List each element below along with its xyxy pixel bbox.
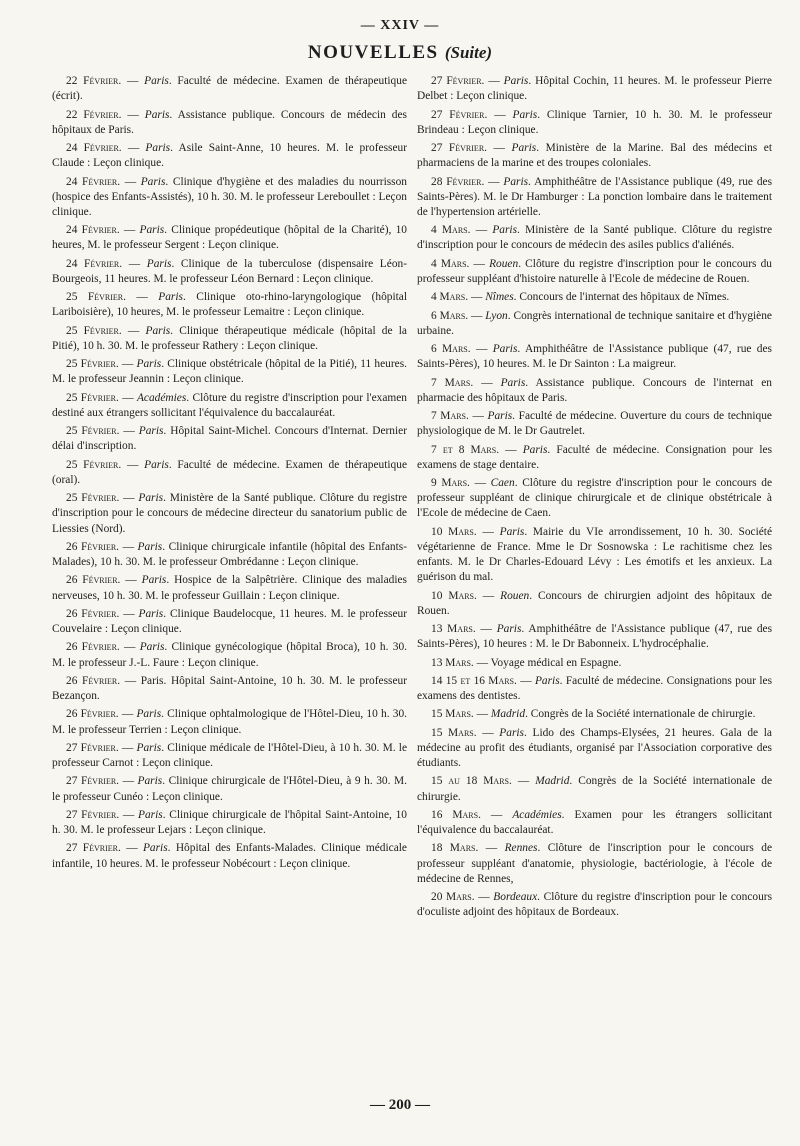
entry-date: 25 Février. xyxy=(66,291,126,304)
news-entry xyxy=(52,108,407,138)
entry-text: . Faculté de médecine. Examen de thérapeutique (écrit). xyxy=(52,75,407,103)
entry-place: Paris xyxy=(142,842,168,855)
entry-separator: — xyxy=(499,443,523,456)
news-entry xyxy=(417,890,772,920)
entry-date: 24 Février. xyxy=(66,175,121,188)
entry-place: Rennes xyxy=(504,842,538,855)
entry-text: . Clinique chirurgicale de l'hôpital Saint-Antoine, 10 h. 30. M. le professeur Lejars : Leçon clinique. xyxy=(52,808,407,837)
news-entry xyxy=(417,257,772,287)
entry-separator: — xyxy=(468,309,486,322)
entry-text: . Clinique de la tuberculose (dispensaire Léon-Bourgeois, 11 heures. M. le professeur Léon Bernard : Leçon clinique. xyxy=(52,257,407,285)
news-entry xyxy=(417,376,772,406)
entry-date: 27 Février. xyxy=(431,142,488,154)
entry-date: 15 au 18 Mars. xyxy=(431,775,512,788)
entry-separator: — xyxy=(119,641,140,654)
entry-text: . Faculté de médecine. Consignations pour les examens des dentistes. xyxy=(417,674,773,703)
entry-place: Rouen xyxy=(500,589,530,602)
entry-text: . Congrès de la Société internationale de chirurgie. xyxy=(525,708,756,721)
entry-separator: — xyxy=(120,574,142,587)
entry-place: Paris xyxy=(139,641,165,654)
entry-date: 6 Mars. xyxy=(431,309,469,322)
entry-place: Bordeaux xyxy=(493,891,538,904)
news-entry xyxy=(52,175,407,221)
entry-date: 26 Février. xyxy=(66,574,121,587)
entry-place: Académies xyxy=(136,391,187,404)
entry-place: Madrid xyxy=(490,708,526,721)
entry-date: 7 et 8 Mars. xyxy=(431,443,500,456)
entry-text: . Clinique obstétricale (hôpital de la Pitié), 11 heures. M. le professeur Jeannin : Leçon clinique. xyxy=(52,358,407,386)
entry-date: 22 Février. xyxy=(66,108,122,121)
entry-separator: — xyxy=(484,175,504,188)
entry-date: 10 Mars. xyxy=(431,589,477,602)
entry-text: . Faculté de médecine. Ouverture du cours de technique physiologique de M. le Dr Gautrelet. xyxy=(417,410,772,438)
entry-separator: — xyxy=(121,458,145,471)
entry-place: Caen xyxy=(490,477,515,489)
news-entry xyxy=(52,458,407,488)
news-entry xyxy=(52,223,407,253)
entry-text: . Examen pour les étrangers sollicitant l'équivalence du baccalauréat. xyxy=(417,808,773,837)
entry-date: 26 Février. xyxy=(66,708,119,721)
entry-place: Paris xyxy=(511,142,537,154)
entry-date: 7 Mars. xyxy=(431,376,474,389)
entry-text: . Hôpital Saint-Michel. Concours d'Internat. Dernier délai d'inscription. xyxy=(52,425,407,453)
news-entry xyxy=(417,443,772,473)
entry-place: Paris xyxy=(144,75,169,87)
news-entry xyxy=(52,424,407,454)
entry-separator: — xyxy=(516,674,535,687)
entry-text: . Clôture de l'inscription pour le concours de professeur suppléant d'anatomie, physiologie, bactériologie, à l'école de médecine de Rennes, xyxy=(417,842,773,885)
entry-date: 13 Mars. xyxy=(431,623,476,636)
news-entry xyxy=(52,707,407,737)
title-suite: (Suite) xyxy=(444,43,493,62)
news-entry xyxy=(417,74,772,104)
entry-place: Paris xyxy=(138,425,164,438)
news-entry xyxy=(417,525,772,586)
entry-separator: — xyxy=(118,741,137,754)
news-entry xyxy=(52,841,407,871)
entry-place: Paris xyxy=(137,775,163,788)
entry-date: 14 15 et 16 Mars. xyxy=(431,674,517,687)
news-entry xyxy=(417,589,772,619)
entry-text: . Clinique oto-rhino-laryngologique (hôpital Lariboisière), 10 heures, M. le professeur Lemaitre : Leçon clinique. xyxy=(52,291,408,319)
news-entry xyxy=(52,640,407,670)
entry-date: 26 Février. xyxy=(66,641,120,654)
news-entry xyxy=(417,656,772,671)
entry-place: Lyon xyxy=(485,309,508,322)
entry-date: 25 Février. xyxy=(66,458,122,471)
entry-separator: — xyxy=(118,391,137,404)
entry-date: 26 Février. xyxy=(66,540,120,553)
entry-text: . Clinique thérapeutique médicale (hôpital de la Pitié), 10 h. 30. M. le professeur Rathery : Leçon clinique. xyxy=(52,324,407,352)
entry-separator: — xyxy=(119,775,138,788)
entry-text: . Ministère de la Santé publique. Clôture du registre d'inscription pour le concours de médecin des asiles publics d'aliénés. xyxy=(417,224,772,252)
news-entry xyxy=(52,290,407,320)
entry-date: 26 Février. xyxy=(66,607,120,620)
entry-separator: — xyxy=(511,775,536,788)
entry-date: 4 Mars. xyxy=(431,291,469,304)
entry-text: . Amphithéâtre de l'Assistance publique (49, rue des Saints-Pères). M. le Dr Hamburger : La ponction lombaire dans le traitement de l'hypertension artérielle. xyxy=(417,175,772,218)
entry-date: 24 Février. xyxy=(66,224,120,237)
entry-separator: — xyxy=(487,108,513,121)
entry-place: Paris xyxy=(522,443,548,456)
entry-date: 15 Mars. xyxy=(431,708,474,721)
entry-date: 27 Février. xyxy=(431,108,488,121)
entry-separator: — xyxy=(487,142,512,154)
entry-place: Paris xyxy=(496,623,522,636)
entry-place: Paris xyxy=(137,540,163,553)
news-entry xyxy=(417,409,772,439)
entry-separator: — xyxy=(120,674,141,687)
entry-date: 27 Février. xyxy=(431,75,485,87)
entry-place: Paris xyxy=(141,574,167,587)
entry-separator: — xyxy=(120,175,141,188)
entry-date: 27 Février. xyxy=(66,842,121,855)
entry-date: 6 Mars. xyxy=(431,343,471,355)
entry-separator: — xyxy=(125,291,159,304)
entry-date: 10 Mars. xyxy=(431,525,477,538)
entry-separator: — xyxy=(121,75,145,87)
news-entry xyxy=(417,175,772,221)
entry-text: . Concours de l'internat des hôpitaux de Nîmes. xyxy=(513,291,730,304)
news-entry xyxy=(52,357,407,387)
entry-separator: — xyxy=(476,525,500,538)
news-entry xyxy=(52,491,407,537)
entry-separator: — xyxy=(475,623,497,636)
entry-text: . Clinique Tarnier, 10 h. 30. M. le professeur Brindeau : Leçon clinique. xyxy=(417,108,773,136)
news-entry xyxy=(52,540,407,570)
right-column xyxy=(417,74,772,924)
entry-text: . Faculté de médecine. Examen de thérapeutique (oral). xyxy=(52,458,407,486)
entry-separator: — xyxy=(468,410,488,422)
entry-separator: — xyxy=(469,477,491,489)
entry-separator: — xyxy=(120,842,143,855)
news-entry xyxy=(52,141,407,171)
entry-separator: — xyxy=(118,358,137,371)
entry-place: Paris xyxy=(136,708,162,721)
entry-date: 25 Février. xyxy=(66,425,120,438)
entry-text: . Hôpital Cochin, 11 heures. M. le professeur Pierre Delbet : Leçon clinique. xyxy=(417,75,772,103)
entry-text: . Amphithéâtre de l'Assistance publique (47, rue des Saints-Pères), 10 heures. M. le Dr Sainton : La maigreur. xyxy=(417,343,772,371)
news-entry xyxy=(417,674,772,704)
news-entry xyxy=(417,476,772,522)
news-entry xyxy=(417,309,772,339)
entry-separator: — xyxy=(474,891,494,904)
entry-text: . Clinique propédeutique (hôpital de la Charité), 10 heures, M. le professeur Sergent : Leçon clinique. xyxy=(52,224,407,252)
entry-text: Voyage médical en Espagne. xyxy=(490,656,622,669)
entry-text: . Hôpital des Enfants-Malades. Clinique médicale infantile, 10 heures. M. le professeur Nobécourt : Leçon clinique. xyxy=(52,842,407,870)
entry-separator: — xyxy=(470,343,493,355)
entry-text: . Clinique chirurgicale infantile (hôpital des Enfants-Malades), 10 h. 30. M. le professeur Ombrédanne : Leçon clinique. xyxy=(52,540,407,569)
entry-separator: — xyxy=(473,376,501,389)
entry-separator: — xyxy=(484,75,504,87)
entry-date: 15 Mars. xyxy=(431,726,477,739)
entry-date: 26 Février. xyxy=(66,674,121,687)
entry-place: Paris xyxy=(512,108,538,121)
news-entry xyxy=(417,290,772,305)
entry-text: . Lido des Champs-Elysées, 21 heures. Gala de la médecine au profit des étudiants, organisé par l'Association corporative des étudiants. xyxy=(417,726,772,770)
entry-place: Paris xyxy=(144,458,169,471)
entry-separator: — xyxy=(122,257,147,270)
entry-date: 16 Mars. xyxy=(431,808,481,821)
entry-text: . Clinique ophtalmologique de l'Hôtel-Dieu, 10 h. 30. M. le professeur Terrien : Leçon clinique. xyxy=(52,708,407,736)
entry-text: . Faculté de médecine. Consignation pour les examens de stage dentaire. xyxy=(417,443,772,471)
entry-place: Paris xyxy=(145,142,171,154)
news-entry xyxy=(417,774,772,804)
entry-place: Paris xyxy=(487,410,513,422)
entry-place: Paris xyxy=(138,607,164,620)
entry-place: Paris xyxy=(139,224,165,237)
news-entry xyxy=(52,741,407,771)
news-entry xyxy=(417,726,772,772)
entry-place: Paris xyxy=(145,324,171,337)
entry-separator: — xyxy=(119,540,138,553)
news-entry xyxy=(417,622,772,652)
entry-text: . Clinique d'hygiène et des maladies du nourrisson (hospice des Enfants-Assistés), 10 h. 30. M. le professeur Lereboullet : Leçon clinique. xyxy=(52,175,407,218)
roman-page-number: — XXIV — xyxy=(360,18,440,33)
entry-date: 27 Février. xyxy=(66,741,119,754)
entry-date: 4 Mars. xyxy=(431,224,471,237)
entry-text: Paris. Hôpital Saint-Antoine, 10 h. 30. M. le professeur Bezançon. xyxy=(52,674,407,703)
entry-date: 9 Mars. xyxy=(431,477,470,489)
entry-separator: — xyxy=(121,142,146,154)
entry-text: . Clinique Baudelocque, 11 heures. M. le professeur Couvelaire : Leçon clinique. xyxy=(52,607,407,636)
entry-place: Académies xyxy=(512,808,562,821)
entry-date: 27 Février. xyxy=(66,775,120,788)
title-text: NOUVELLES xyxy=(307,42,439,63)
entry-separator: — xyxy=(119,808,139,821)
entry-date: 27 Février. xyxy=(66,808,120,821)
entry-place: Paris xyxy=(500,376,526,389)
entry-date: 25 Février. xyxy=(66,492,120,505)
news-entry xyxy=(417,342,772,372)
entry-date: 22 Février. xyxy=(66,75,122,87)
entry-place: Nîmes xyxy=(485,291,514,304)
left-column xyxy=(52,74,407,875)
entry-date: 25 Février. xyxy=(66,324,122,337)
entry-separator: — xyxy=(119,425,139,438)
entry-place: Paris xyxy=(136,741,162,754)
entry-date: 18 Mars. xyxy=(431,842,479,855)
entry-text: . Asile Saint-Anne, 10 heures. M. le professeur Claude : Leçon clinique. xyxy=(52,142,408,170)
entry-separator: — xyxy=(468,291,486,304)
entry-text: . Clôture du registre d'inscription pour le concours du professeur suppléant d'histoire naturelle à l'Ecole de médecine de Rouen. xyxy=(417,257,772,285)
entry-date: 25 Février. xyxy=(66,358,119,371)
entry-place: Paris xyxy=(499,726,524,739)
page-title xyxy=(0,42,800,64)
entry-separator: — xyxy=(473,656,491,669)
entry-place: Paris xyxy=(492,224,517,237)
entry-text: . Congrès international de technique sanitaire et d'hygiène urbaine. xyxy=(417,309,772,337)
entry-place: Paris xyxy=(534,674,560,687)
entry-place: Paris xyxy=(503,175,529,188)
entry-text: . Ministère de la Santé publique. Clôture du registre d'inscription pour le concours de médecine directeur du sanatorium public de Liessies (Nord). xyxy=(52,492,408,535)
news-entry xyxy=(52,324,407,354)
entry-text: . Hospice de la Salpêtrière. Clinique des maladies nerveuses, 10 h. 30. M. le professeur Guillain : Leçon clinique. xyxy=(52,574,407,602)
entry-text: . Congrès de la Société internationale de chirurgie. xyxy=(417,775,773,803)
news-entry xyxy=(417,108,772,138)
entry-separator: — xyxy=(470,224,493,237)
entry-text: . Clôture du registre d'inscription pour l'examen destiné aux étrangers sollicitant l'équivalence du baccalauréat. xyxy=(52,391,407,419)
entry-text: . Clinique gynécologique (hôpital Broca), 10 h. 30. M. le professeur J.-L. Faure : Leçon clinique. xyxy=(52,641,407,669)
entry-place: Paris xyxy=(138,808,163,821)
entry-separator: — xyxy=(473,708,491,721)
entry-separator: — xyxy=(480,808,513,821)
entry-text: . Clinique chirurgicale de l'Hôtel-Dieu, à 9 h. 30. M. le professeur Cunéo : Leçon clinique. xyxy=(52,775,407,803)
entry-separator: — xyxy=(121,324,146,337)
entry-date: 20 Mars. xyxy=(431,891,475,904)
entry-text: . Clinique médicale de l'Hôtel-Dieu, à 10 h. 30. M. le professeur Carnot : Leçon clinique. xyxy=(52,741,408,770)
news-entry xyxy=(52,573,407,603)
entry-text: . Clôture du registre d'inscription pour le concours de professeur suppléant de clinique chirurgicale et de clinique obstétricale à l'Ecole de médecine de Caen. xyxy=(417,477,773,520)
news-entry xyxy=(417,141,772,171)
entry-date: 28 Février. xyxy=(431,175,485,188)
entry-separator: — xyxy=(469,257,490,270)
entry-place: Madrid xyxy=(535,775,570,788)
entry-text: . Assistance publique. Concours de l'internat en pharmacie des hôpitaux de Paris. xyxy=(417,376,772,404)
news-entry xyxy=(417,707,772,722)
entry-date: 7 Mars. xyxy=(431,410,469,422)
news-entry xyxy=(52,674,407,704)
page-number: — 200 — xyxy=(370,1097,430,1113)
entry-place: Paris xyxy=(146,257,172,270)
entry-place: Paris xyxy=(499,525,525,538)
entry-separator: — xyxy=(119,492,139,505)
entry-text: . Ministère de la Marine. Bal des médecins et pharmaciens de la marine et des troupes coloniales. xyxy=(417,142,772,170)
entry-separator: — xyxy=(476,726,500,739)
entry-date: 24 Février. xyxy=(66,142,122,154)
news-entry xyxy=(52,74,407,104)
news-entry xyxy=(417,223,772,253)
news-entry xyxy=(52,808,407,838)
entry-place: Paris xyxy=(140,175,166,188)
entry-place: Paris xyxy=(136,358,162,371)
entry-date: 13 Mars. xyxy=(431,656,474,669)
entry-separator: — xyxy=(119,607,139,620)
entry-place: Paris xyxy=(158,291,183,304)
entry-date: 4 Mars. xyxy=(431,257,470,270)
news-entry xyxy=(52,607,407,637)
entry-separator: — xyxy=(118,708,137,721)
entry-place: Paris xyxy=(503,75,529,87)
entry-text: . Concours de chirurgien adjoint des hôpitaux de Rouen. xyxy=(417,589,772,617)
entry-separator: — xyxy=(119,224,140,237)
entry-separator: — xyxy=(476,589,501,602)
entry-text: . Clôture du registre d'inscription pour le concours d'oculiste adjoint des hôpitaux de Bordeaux. xyxy=(417,891,772,919)
entry-text: . Mairie du VIe arrondissement, 10 h. 30. Société végétarienne de France. Mme le Dr Sosnowska : Le rachitisme chez les enfants. M. le Dr Charles-Edouard Lévy : Les émotifs et les anxieux. La guérison du mal. xyxy=(417,525,773,584)
news-entry xyxy=(417,808,772,838)
news-entry xyxy=(52,391,407,421)
entry-date: 25 Février. xyxy=(66,391,119,404)
entry-text: . Assistance publique. Concours de médecin des hôpitaux de Paris. xyxy=(52,108,407,136)
entry-place: Paris xyxy=(144,108,170,121)
news-entry xyxy=(52,774,407,804)
entry-separator: — xyxy=(478,842,505,855)
entry-place: Paris xyxy=(492,343,518,355)
news-entry xyxy=(417,841,772,887)
entry-date: 24 Février. xyxy=(66,257,123,270)
entry-separator: — xyxy=(121,108,145,121)
entry-text: . Amphithéâtre de l'Assistance publique (47, rue des Saints-Pères), 10 heures : M. le Dr Babonneix. L'hydrocéphalie. xyxy=(417,623,772,651)
entry-place: Rouen xyxy=(489,257,519,270)
entry-place: Paris xyxy=(138,492,164,505)
news-entry xyxy=(52,257,407,287)
